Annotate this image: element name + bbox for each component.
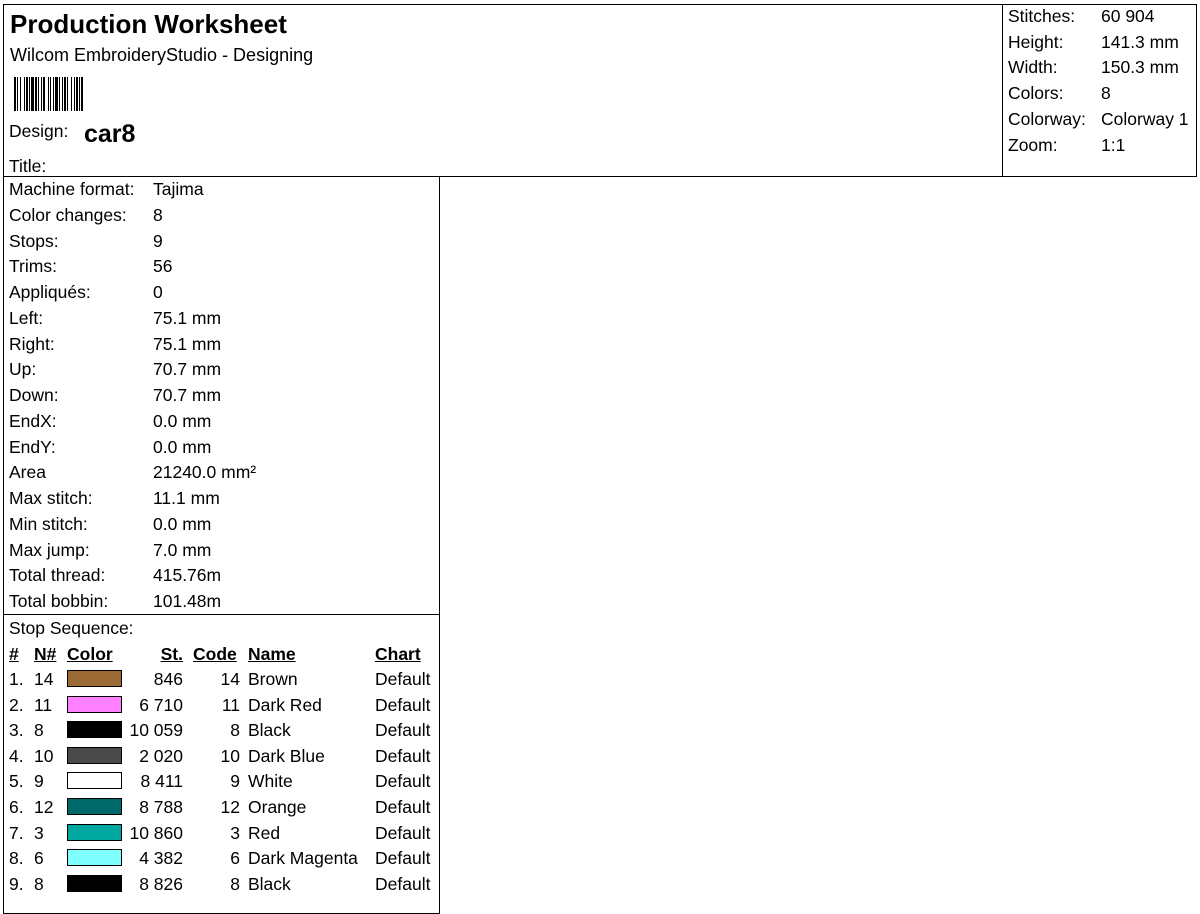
color-swatch bbox=[67, 772, 122, 789]
page-title: Production Worksheet bbox=[10, 9, 287, 39]
stat-value: 70.7 mm bbox=[153, 359, 222, 380]
seq-chart: Default bbox=[375, 771, 431, 792]
color-swatch bbox=[67, 875, 122, 892]
summary-label: Zoom: bbox=[1008, 134, 1058, 155]
seq-name: White bbox=[248, 771, 293, 792]
col-header-st: St. bbox=[160, 644, 183, 664]
seq-name: Dark Magenta bbox=[248, 848, 358, 869]
seq-chart: Default bbox=[375, 797, 431, 817]
stat-label: EndX: bbox=[9, 410, 57, 431]
color-swatch bbox=[67, 696, 122, 713]
col-header-color: Color bbox=[67, 644, 113, 664]
stat-value: 415.76m bbox=[153, 565, 222, 586]
stat-value: 75.1 mm bbox=[153, 307, 222, 328]
summary-label: Width: bbox=[1008, 57, 1058, 78]
stat-value: 75.1 mm bbox=[153, 333, 222, 354]
stat-value: 0 bbox=[153, 282, 163, 302]
seq-name: Dark Red bbox=[248, 694, 322, 715]
stat-value: 8 bbox=[153, 204, 163, 225]
color-swatch bbox=[67, 824, 122, 841]
summary-value: 60 904 bbox=[1101, 6, 1155, 26]
stat-label: Machine format: bbox=[9, 179, 135, 199]
stat-label: Max jump: bbox=[9, 539, 90, 560]
seq-code: 12 bbox=[220, 797, 240, 817]
seq-chart: Default bbox=[375, 848, 431, 869]
seq-num: 1. bbox=[9, 669, 24, 689]
color-swatch bbox=[67, 670, 122, 687]
seq-n: 8 bbox=[34, 720, 44, 741]
stat-value: 0.0 mm bbox=[153, 410, 212, 431]
stat-value: 70.7 mm bbox=[153, 385, 222, 405]
stat-value: 21240.0 mm² bbox=[153, 462, 257, 483]
stat-value: 11.1 mm bbox=[153, 488, 220, 508]
seq-stitches: 10 860 bbox=[129, 822, 183, 843]
summary-label: Colors: bbox=[1008, 83, 1064, 104]
summary-value: 141.3 mm bbox=[1101, 31, 1179, 52]
stat-label: Right: bbox=[9, 333, 55, 354]
stat-label: EndY: bbox=[9, 436, 56, 457]
seq-code: 10 bbox=[220, 745, 240, 766]
stat-value: 0.0 mm bbox=[153, 513, 212, 534]
col-header-code: Code bbox=[193, 644, 237, 664]
seq-stitches: 8 826 bbox=[139, 873, 183, 894]
stat-label: Color changes: bbox=[9, 204, 127, 225]
summary-label: Colorway: bbox=[1008, 108, 1086, 129]
seq-code: 9 bbox=[230, 771, 240, 792]
seq-chart: Default bbox=[375, 822, 431, 843]
seq-name: Orange bbox=[248, 797, 307, 817]
stats-panel bbox=[3, 177, 440, 615]
stat-value: 56 bbox=[153, 256, 173, 277]
stat-value: Tajima bbox=[153, 179, 204, 199]
seq-code: 8 bbox=[230, 873, 240, 894]
seq-num: 9. bbox=[9, 873, 24, 894]
seq-stitches: 4 382 bbox=[139, 848, 183, 869]
stat-label: Area bbox=[9, 462, 46, 483]
seq-name: Dark Blue bbox=[248, 745, 325, 766]
stat-label: Down: bbox=[9, 385, 59, 405]
title-label: Title: bbox=[9, 156, 47, 176]
stat-value: 7.0 mm bbox=[153, 539, 212, 560]
summary-panel bbox=[1002, 4, 1199, 177]
summary-value: 8 bbox=[1101, 83, 1111, 104]
col-header-chart: Chart bbox=[375, 644, 421, 664]
seq-name: Red bbox=[248, 822, 281, 843]
stat-label: Appliqués: bbox=[9, 282, 91, 302]
summary-label: Stitches: bbox=[1008, 6, 1076, 26]
seq-num: 3. bbox=[9, 720, 24, 741]
stat-value: 0.0 mm bbox=[153, 436, 212, 457]
stop-sequence-title: Stop Sequence: bbox=[9, 618, 134, 638]
summary-label: Height: bbox=[1008, 31, 1064, 52]
color-swatch bbox=[67, 747, 122, 764]
stat-value: 9 bbox=[153, 230, 163, 251]
stop-sequence-panel bbox=[3, 614, 440, 914]
seq-code: 3 bbox=[230, 822, 240, 843]
seq-n: 12 bbox=[34, 797, 54, 817]
seq-code: 6 bbox=[230, 848, 240, 869]
col-header-name: Name bbox=[248, 644, 296, 664]
stat-label: Total bobbin: bbox=[9, 591, 109, 611]
seq-chart: Default bbox=[375, 720, 431, 741]
seq-chart: Default bbox=[375, 694, 431, 715]
stat-label: Stops: bbox=[9, 230, 59, 251]
seq-n: 6 bbox=[34, 848, 44, 869]
color-swatch bbox=[67, 721, 122, 738]
seq-num: 6. bbox=[9, 797, 24, 817]
design-value: car8 bbox=[84, 120, 136, 148]
seq-num: 5. bbox=[9, 771, 24, 792]
seq-n: 14 bbox=[34, 669, 54, 689]
seq-name: Brown bbox=[248, 669, 298, 689]
stat-label: Up: bbox=[9, 359, 37, 380]
color-swatch bbox=[67, 798, 122, 815]
stat-label: Total thread: bbox=[9, 565, 106, 586]
summary-value: 150.3 mm bbox=[1101, 57, 1179, 78]
page-subtitle: Wilcom EmbroideryStudio - Designing bbox=[10, 45, 314, 65]
summary-value: 1:1 bbox=[1101, 134, 1126, 155]
stat-label: Trims: bbox=[9, 256, 57, 277]
seq-stitches: 846 bbox=[153, 669, 183, 689]
seq-chart: Default bbox=[375, 873, 431, 894]
seq-stitches: 2 020 bbox=[139, 745, 183, 766]
seq-code: 11 bbox=[221, 694, 240, 715]
seq-stitches: 8 788 bbox=[139, 797, 183, 817]
seq-num: 8. bbox=[9, 848, 24, 869]
summary-value: Colorway 1 bbox=[1101, 108, 1189, 129]
seq-num: 7. bbox=[9, 822, 24, 843]
seq-code: 14 bbox=[220, 669, 240, 689]
stat-label: Left: bbox=[9, 307, 44, 328]
stat-label: Min stitch: bbox=[9, 513, 88, 534]
color-swatch bbox=[67, 849, 122, 866]
seq-stitches: 10 059 bbox=[129, 720, 183, 741]
stat-value: 101.48m bbox=[153, 591, 222, 611]
seq-code: 8 bbox=[230, 720, 240, 741]
seq-num: 2. bbox=[9, 694, 24, 715]
header-section bbox=[3, 4, 1197, 177]
seq-n: 3 bbox=[34, 822, 44, 843]
seq-n: 9 bbox=[34, 771, 44, 792]
col-header-num: # bbox=[9, 644, 19, 664]
seq-chart: Default bbox=[375, 669, 431, 689]
seq-stitches: 8 411 bbox=[140, 771, 183, 792]
seq-n: 11 bbox=[34, 694, 53, 715]
seq-num: 4. bbox=[9, 745, 24, 766]
barcode-icon bbox=[14, 77, 136, 111]
seq-chart: Default bbox=[375, 745, 431, 766]
seq-name: Black bbox=[248, 873, 291, 894]
col-header-n: N# bbox=[34, 644, 57, 664]
design-label: Design: bbox=[9, 121, 69, 141]
seq-name: Black bbox=[248, 720, 291, 741]
stat-label: Max stitch: bbox=[9, 488, 93, 508]
seq-n: 8 bbox=[34, 873, 44, 894]
seq-n: 10 bbox=[34, 745, 54, 766]
seq-stitches: 6 710 bbox=[139, 694, 183, 715]
